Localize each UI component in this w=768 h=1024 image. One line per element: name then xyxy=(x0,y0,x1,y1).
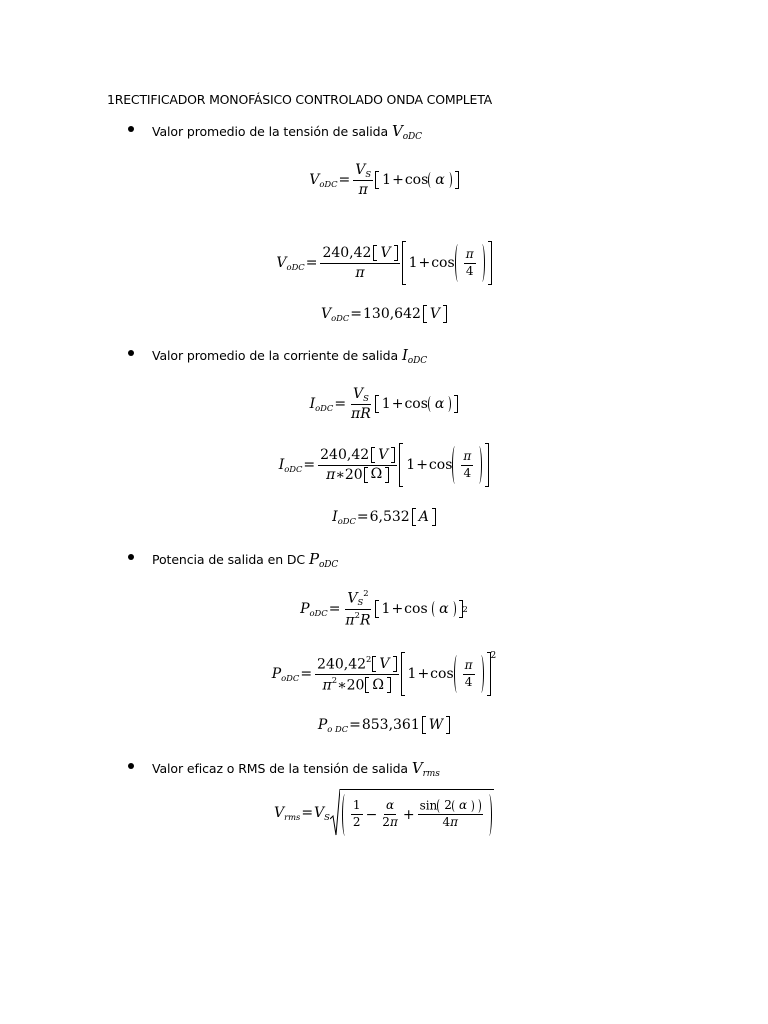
bullet-dot-icon xyxy=(128,554,134,560)
bullet-dot-icon xyxy=(128,126,134,132)
bullet-text: Potencia de salida en DC xyxy=(152,552,306,567)
bullet-item-power-dc xyxy=(128,550,338,570)
equation-current-result: $I_{oDC}$ = 6,532 A xyxy=(0,506,768,528)
equation-power-result: $P_{o DC}$ = 853,361 W xyxy=(0,714,768,736)
equation-current-formula: $I_{oDC}$ = $\frac{V_S}{\pi R}$ 1 + cos α xyxy=(0,384,768,424)
equation-current-substituted: $I_{oDC}$ = 240,42 V π∗20 Ω 1 + cos $\frac{\pi}{4}$ xyxy=(0,442,768,488)
bullet-item-current-avg xyxy=(128,346,427,366)
sqrt-sign-icon: $\frac{1}{2}$ − $\frac{\alpha}{2\pi}$ + sin 2 α 4π xyxy=(330,789,494,837)
bullet-dot-icon xyxy=(128,763,134,769)
bullet-text: Valor promedio de la tensión de salida xyxy=(152,124,389,139)
bullet-symbol: $P_{oDC}$ xyxy=(308,550,339,571)
bullet-symbol: $V_{oDC}$ xyxy=(391,122,422,143)
page-title: 1RECTIFICADOR MONOFÁSICO CONTROLADO ONDA COMPLETA xyxy=(107,92,493,107)
equation-power-substituted: $P_{oDC}$ = 240,42$^2$ V $\pi^2∗20$ Ω 1 + cos $\frac{\pi}{4}$ 2 xyxy=(0,651,768,697)
equation-rms-formula: $V_{rms}$ = $V_S$ $\frac{1}{2}$ − $\frac{\alpha}{2\pi}$ + sin 2 α 4π xyxy=(0,788,768,838)
bullet-text: Valor promedio de la corriente de salida xyxy=(152,348,399,363)
equation-voltage-result: $V_{oDC}$ = 130,642 V xyxy=(0,303,768,325)
equation-voltage-substituted: $V_{oDC}$ = 240,42 V π 1 + cos $\frac{\pi}{4}$ xyxy=(0,240,768,286)
bullet-item-voltage-rms xyxy=(128,759,440,779)
bullet-dot-icon xyxy=(128,350,134,356)
bullet-symbol: $I_{oDC}$ xyxy=(401,346,427,367)
bullet-symbol: $V_{rms}$ xyxy=(411,759,440,780)
equation-power-formula: $P_{oDC}$ = $\frac{V_S^2}{\pi^2R}$ 1 + cos α 2 xyxy=(300,588,468,629)
equation-voltage-formula: $V_{oDC}$ = $\frac{V_S}{\pi}$ 1 + cos α xyxy=(0,160,768,200)
bullet-text: Valor eficaz o RMS de la tensión de salida xyxy=(152,761,408,776)
bullet-item-voltage-avg xyxy=(128,122,422,142)
